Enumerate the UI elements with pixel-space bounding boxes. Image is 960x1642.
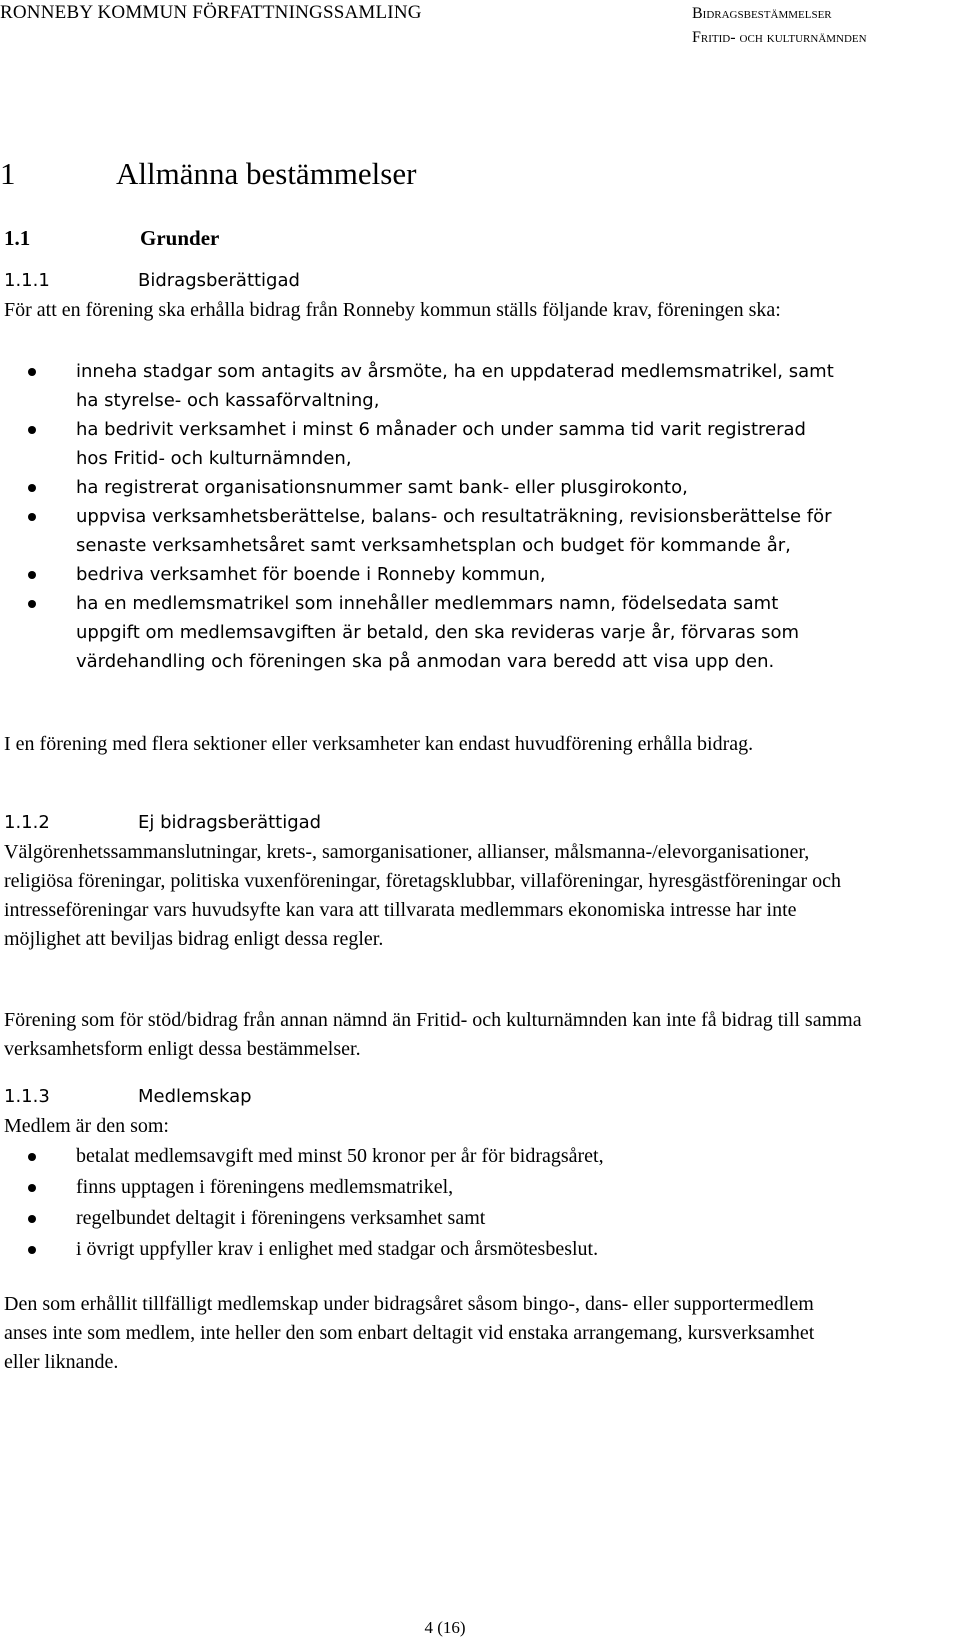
section-1-1-number: 1.1 [4,226,31,250]
section-1-1-3-title: Medlemskap [138,1086,252,1107]
section-1-1-1-number: 1.1.1 [4,270,50,291]
section-1-1-1-heading [4,270,300,291]
list-item: i övrigt uppfyller krav i enlighet med stadgar och årsmötesbeslut. [0,1235,900,1264]
header-left-title: RONNEBY KOMMUN FÖRFATTNINGSSAMLING [0,2,422,23]
header-right [692,2,867,50]
list-item: betalat medlemsavgift med minst 50 kronor per år för bidragsåret, [0,1142,900,1171]
bullet-icon [28,368,36,376]
bullet-icon [28,513,36,521]
header-right-line2: Fritid- och kulturnämnden [692,29,867,46]
list-item: ha bedrivit verksamhet i minst 6 månader och under samma tid varit registrerad hos Fritid- och kulturnämnden, [0,415,840,473]
bullet-icon [28,1153,36,1161]
section-1-1-2-number: 1.1.2 [4,812,50,833]
section-1-1-title: Grunder [140,226,220,250]
section-1-1-1-intro: För att en förening ska erhålla bidrag från Ronneby kommun ställs följande krav, föreningen ska: [4,299,781,321]
section-1-number: 1 [0,156,16,191]
list-item: regelbundet deltagit i föreningens verksamhet samt [0,1204,900,1233]
list-item: inneha stadgar som antagits av årsmöte, ha en uppdaterad medlemsmatrikel, samt ha styrelse- och kassaförvaltning, [0,357,840,415]
section-1-1-2-paragraph-2: Förening som för stöd/bidrag från annan nämnd än Fritid- och kulturnämnden kan inte få bidrag till samma verksamhetsform enligt dessa bestämmelser. [4,1009,862,1060]
bullet-icon [28,426,36,434]
section-1-1-3-intro: Medlem är den som: [4,1115,169,1137]
section-1-1-2-paragraph-1: Välgörenhetssammanslutningar, krets-, samorganisationer, allianser, målsmanna-/elevorganisationer, religiösa föreningar, politiska vuxenföreningar, företagsklubbar, villaföreningar, hyresgästföreningar och intresseföreningar vars huvudsyfte kan vara att tillvarata medlemmars ekonomiska intresse har inte möjlighet att beviljas bidrag enligt dessa regler. [4,841,842,950]
list-item: ha registrerat organisationsnummer samt bank- eller plusgirokonto, [0,473,840,502]
section-1-1-3-number: 1.1.3 [4,1086,50,1107]
section-1-heading [0,156,416,192]
page-number: 4 (16) [424,1618,466,1637]
bullet-icon [28,1215,36,1223]
list-item: uppvisa verksamhetsberättelse, balans- och resultaträkning, revisionsberättelse för senaste verksamhetsåret samt verksamhetsplan och budget för kommande år, [0,502,840,560]
section-1-1-2-heading [4,812,321,833]
section-1-1-1-title: Bidragsberättigad [138,270,300,291]
bullet-icon [28,571,36,579]
bullet-icon [28,600,36,608]
section-1-title: Allmänna bestämmelser [116,156,417,191]
bullet-icon [28,1184,36,1192]
section-1-1-2-title: Ej bidragsberättigad [138,812,322,833]
section-1-1-1-note: I en förening med flera sektioner eller verksamheter kan endast huvudförening erhålla bidrag. [4,733,754,755]
header-right-line1: Bidragsbestämmelser [692,5,832,22]
bullet-icon [28,1246,36,1254]
section-1-1-3-heading [4,1086,252,1107]
bullet-icon [28,484,36,492]
section-1-1-3-paragraph: Den som erhållit tillfälligt medlemskap under bidragsåret såsom bingo-, dans- eller supportermedlem anses inte som medlem, inte heller den som enbart deltagit vid enstaka arrangemang, kursverksamhet eller liknande. [4,1293,815,1373]
list-item: finns upptagen i föreningens medlemsmatrikel, [0,1173,900,1202]
section-1-1-heading [4,226,219,251]
list-item: bedriva verksamhet för boende i Ronneby kommun, [0,560,840,589]
list-item: ha en medlemsmatrikel som innehåller medlemmars namn, födelsedata samt uppgift om medlemsavgiften är betald, den ska revideras varje år, förvaras som värdehandling och föreningen ska på anmodan vara beredd att visa upp den. [0,589,840,676]
membership-criteria-list [0,1142,900,1264]
eligibility-requirements-list [0,357,840,676]
